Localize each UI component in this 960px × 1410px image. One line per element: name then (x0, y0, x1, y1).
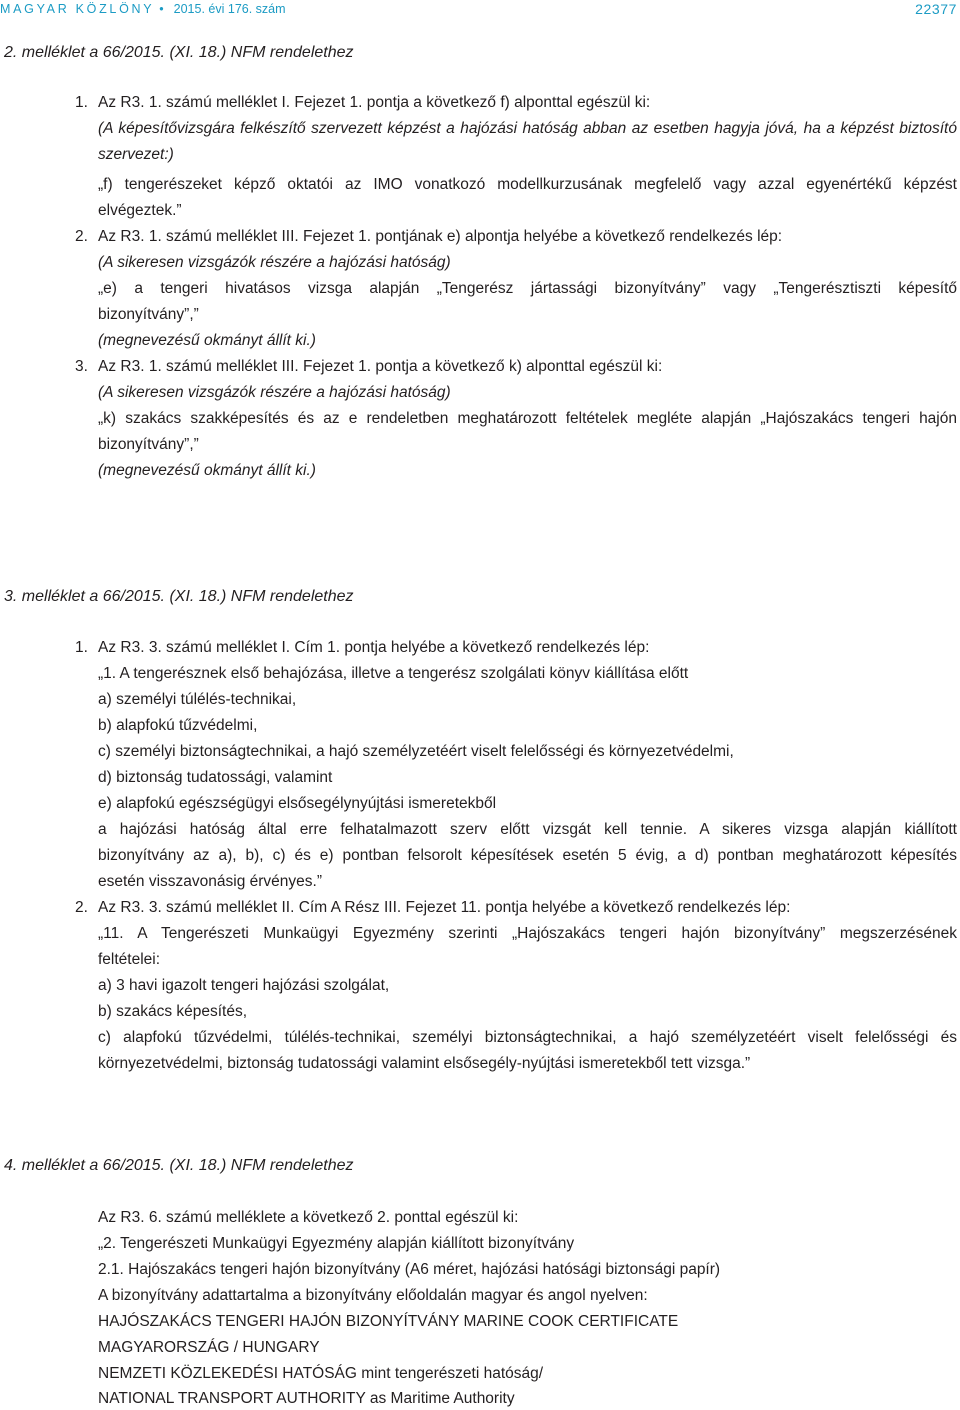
context-note: (A képesítővizsgára felkészítő szervezett képzést a hajózási hatóság abban az esetben hagyja jóvá, ha a képzést biztosító (98, 120, 957, 137)
instruction-text: Az R3. 1. számú melléklet III. Fejezet 1. pontja a következő k) alponttal egészül ki: (98, 358, 663, 375)
context-note: (A sikeresen vizsgázók részére a hajózási hatóság) (98, 384, 451, 401)
amendment-instruction (75, 90, 957, 116)
provision-text: A bizonyítvány adattartalma a bizonyítvány előoldalán magyar és angol nyelven: (98, 1287, 648, 1304)
issue-number: 2015. évi 176. szám (173, 2, 286, 16)
context-note: szervezet:) (98, 146, 174, 163)
context-note: (megnevezésű okmányt állít ki.) (98, 462, 316, 479)
page-number: 22377 (915, 1, 957, 17)
provision-text: „e) a tengeri hivatásos vizsga alapján „Tengerész jártassági bizonyítvány” vagy „Tengerésztiszti képesítő (98, 280, 957, 297)
provision-list-item: b) szakács képesítés, (98, 1003, 248, 1020)
annex-3-body (75, 635, 957, 1077)
provision-text: feltételei: (98, 951, 161, 968)
amendment-instruction (75, 895, 957, 921)
provision-list-item: c) alapfokú tűzvédelmi, túlélés-technikai, személyi biztonságtechnikai, a hajó személyzetéért viselt felelősségi és (98, 1029, 957, 1046)
annex-title: 3. melléklet a 66/2015. (XI. 18.) NFM rendelethez (4, 588, 354, 605)
certificate-title: HAJÓSZAKÁCS TENGERI HAJÓN BIZONYÍTVÁNY MARINE COOK CERTIFICATE (98, 1313, 679, 1330)
certificate-country: MAGYARORSZÁG / HUNGARY (98, 1339, 320, 1356)
provision-text: a hajózási hatóság által erre felhatalmazott szerv előtt vizsgát kell tennie. A sikeres vizsga alapján kiállított (98, 821, 957, 838)
instruction-text: Az R3. 3. számú melléklet I. Cím 1. pontja helyébe a következő rendelkezés lép: (98, 639, 650, 656)
annex-title: 2. melléklet a 66/2015. (XI. 18.) NFM rendelethez (4, 44, 354, 61)
provision-text: 2.1. Hajószakács tengeri hajón bizonyítvány (A6 méret, hajózási hatósági biztonsági papír) (98, 1261, 721, 1278)
annex-4-body (98, 1205, 957, 1410)
provision-text: bizonyítvány”,” (98, 436, 199, 453)
provision-text: „f) tengerészeket képző oktatói az IMO vonatkozó modellkurzusának megfelelő vagy azzal egyenértékű képzést (98, 176, 957, 193)
masthead-title: MAGYAR KÖZLÖNY (0, 2, 155, 16)
certificate-authority: NEMZETI KÖZLEKEDÉSI HATÓSÁG mint tengerészeti hatóság/ (98, 1365, 544, 1382)
running-header (0, 1, 957, 18)
amendment-instruction: Az R3. 6. számú melléklete a következő 2. ponttal egészül ki: (98, 1209, 519, 1226)
provision-list-item: c) személyi biztonságtechnikai, a hajó személyzetéért viselt felelősségi és környezetvédelmi, (98, 743, 734, 760)
point-number: 3. (75, 358, 88, 375)
provision-text: elvégeztek.” (98, 202, 182, 219)
point-number: 1. (75, 94, 88, 111)
provision-text: „1. A tengerésznek első behajózása, illetve a tengerész szolgálati könyv kiállítása előtt (98, 665, 689, 682)
instruction-text: Az R3. 1. számú melléklet III. Fejezet 1. pontjának e) alpontja helyébe a következő rendelkezés lép: (98, 228, 783, 245)
context-note: (megnevezésű okmányt állít ki.) (98, 332, 316, 349)
point-number: 1. (75, 639, 88, 656)
provision-text: esetén visszavonásig érvényes.” (98, 873, 323, 890)
provision-text: „k) szakács szakképesítés és az e rendeletben meghatározott feltételek megléte alapján „Hajószakács tengeri hajón (98, 410, 957, 427)
point-number: 2. (75, 228, 88, 245)
provision-text: bizonyítvány”,” (98, 306, 199, 323)
instruction-text: Az R3. 1. számú melléklet I. Fejezet 1. pontja a következő f) alponttal egészül ki: (98, 94, 651, 111)
amendment-instruction (75, 635, 957, 661)
provision-list-item: a) személyi túlélés-technikai, (98, 691, 297, 708)
annex-2-body (75, 90, 957, 484)
provision-text: bizonyítvány az a), b), c) és e) pontban felsorolt képesítések esetén 5 évig, a d) pontban meghatározott képesítés (98, 847, 957, 864)
certificate-authority: NATIONAL TRANSPORT AUTHORITY as Maritime Authority (98, 1390, 515, 1407)
provision-list-item: d) biztonság tudatossági, valamint (98, 769, 333, 786)
provision-list-item: a) 3 havi igazolt tengeri hajózási szolgálat, (98, 977, 390, 994)
amendment-instruction (75, 224, 957, 250)
annex-title: 4. melléklet a 66/2015. (XI. 18.) NFM rendelethez (4, 1157, 354, 1174)
header-separator: • (159, 2, 164, 16)
provision-list-item: b) alapfokú tűzvédelmi, (98, 717, 258, 734)
amendment-instruction (75, 354, 957, 380)
instruction-text: Az R3. 3. számú melléklet II. Cím A Rész III. Fejezet 11. pontja helyébe a következő rendelkezés lép: (98, 899, 791, 916)
provision-text: „2. Tengerészeti Munkaügyi Egyezmény alapján kiállított bizonyítvány (98, 1235, 575, 1252)
provision-list-item: környezetvédelmi, biztonság tudatossági valamint elsősegély-nyújtási ismeretekből tett vizsga.” (98, 1055, 751, 1072)
provision-list-item: e) alapfokú egészségügyi elsősegélynyújtási ismeretekből (98, 795, 497, 812)
point-number: 2. (75, 899, 88, 916)
provision-text: „11. A Tengerészeti Munkaügyi Egyezmény szerinti „Hajószakács tengeri hajón bizonyítvány” megszerzésének (98, 925, 957, 942)
context-note: (A sikeresen vizsgázók részére a hajózási hatóság) (98, 254, 451, 271)
